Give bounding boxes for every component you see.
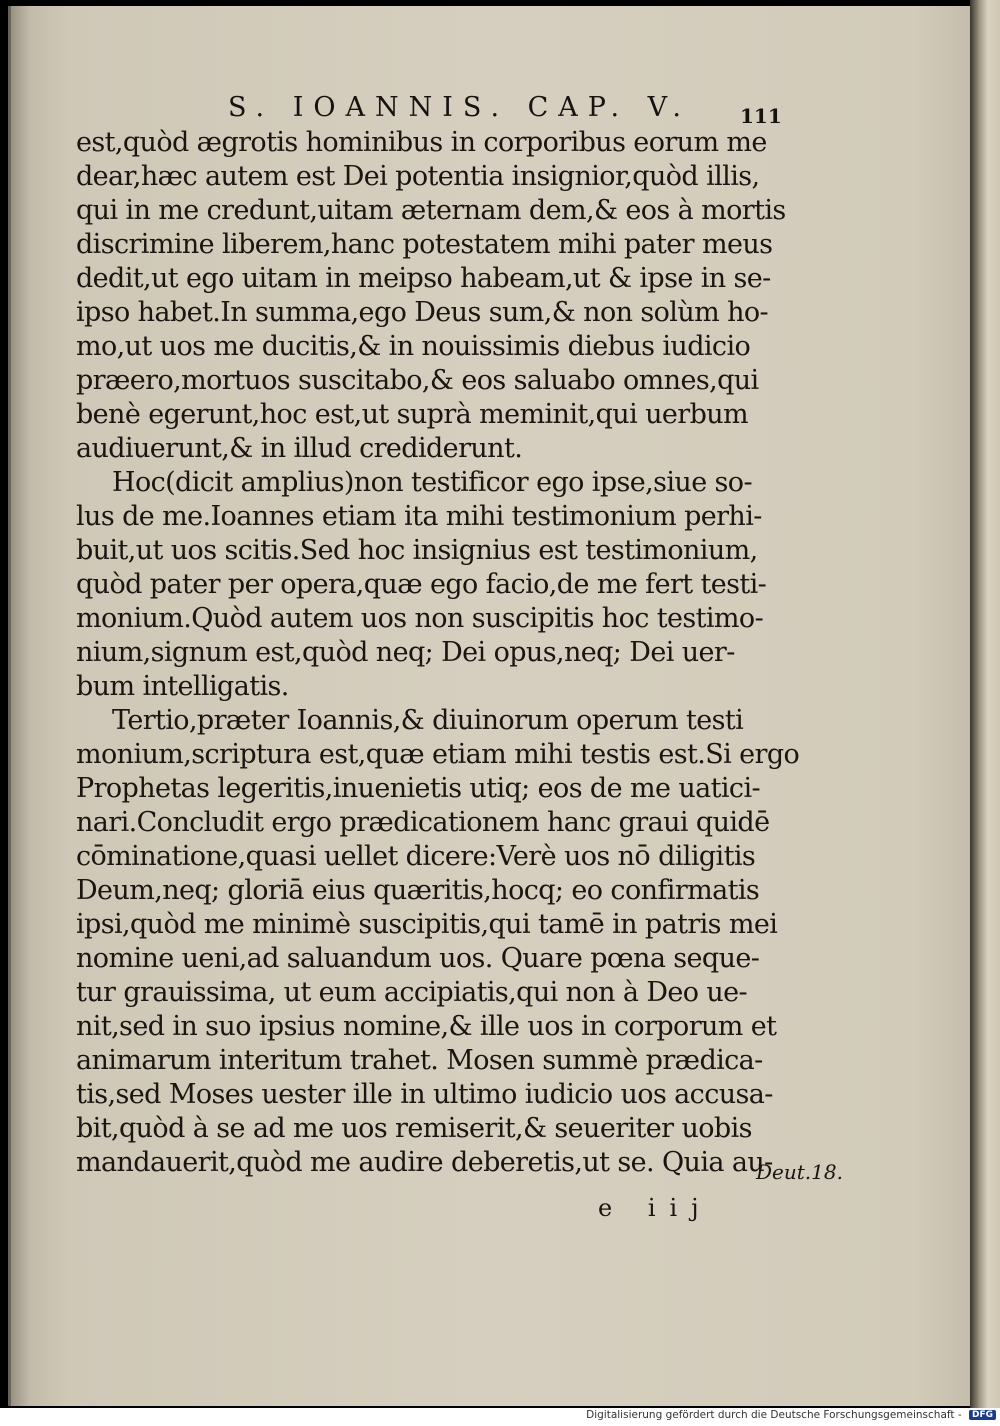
- footer-credit: Digitalisierung gefördert durch die Deutsche Forschungsgemeinschaft -: [586, 1409, 962, 1421]
- margin-reference: Deut.18.: [756, 1160, 843, 1184]
- text-line: tur grauissima, ut eum accipiatis,qui non à Deo ue-: [76, 977, 748, 1008]
- text-line: lus de me.Ioannes etiam ita mihi testimonium perhi-: [76, 501, 762, 532]
- text-line: Hoc(dicit amplius)non testificor ego ipse,siue so-: [112, 467, 752, 498]
- text-line: nomine ueni,ad saluandum uos. Quare pœna seque-: [76, 943, 760, 974]
- text-line: præero,mortuos suscitabo,& eos saluabo omnes,qui: [76, 365, 759, 396]
- text-line: audiuerunt,& in illud crediderunt.: [76, 433, 523, 464]
- text-line: cōminatione,quasi uellet dicere:Verè uos nō diligitis: [76, 841, 756, 872]
- signature-mark: e iij: [598, 1194, 713, 1222]
- text-line: Tertio,præter Ioannis,& diuinorum operum testi: [112, 705, 744, 736]
- folio-number: 111: [740, 104, 782, 128]
- text-line: est,quòd ægrotis hominibus in corporibus eorum me: [76, 127, 767, 158]
- text-line: mo,ut uos me ducitis,& in nouissimis diebus iudicio: [76, 331, 751, 362]
- text-line: dedit,ut ego uitam in meipso habeam,ut & ipse in se-: [76, 263, 771, 294]
- text-line: ipso habet.In summa,ego Deus sum,& non solùm ho-: [76, 297, 769, 328]
- text-line: monium.Quòd autem uos non suscipitis hoc testimo-: [76, 603, 764, 634]
- text-line: nit,sed in suo ipsius nomine,& ille uos in corporum et: [76, 1011, 777, 1042]
- text-line: mandauerit,quòd me audire deberetis,ut se. Quia au-: [76, 1147, 773, 1178]
- page-edge: [970, 0, 1000, 1410]
- text-line: nium,signum est,quòd neq; Dei opus,neq; Dei uer-: [76, 637, 735, 668]
- text-line: tis,sed Moses uester ille in ultimo iudicio uos accusa-: [76, 1079, 773, 1110]
- text-line: Deum,neq; gloriā eius quæritis,hocq; eo confirmatis: [76, 875, 760, 906]
- text-line: ipsi,quòd me minimè suscipitis,qui tamē in patris mei: [76, 909, 778, 940]
- text-line: qui in me credunt,uitam æternam dem,& eos à mortis: [76, 195, 786, 226]
- text-line: benè egerunt,hoc est,ut suprà meminit,qui uerbum: [76, 399, 749, 430]
- text-line: bum intelligatis.: [76, 671, 289, 702]
- dfg-logo: DFG: [969, 1410, 996, 1420]
- text-line: discrimine liberem,hanc potestatem mihi pater meus: [76, 229, 773, 260]
- text-line: animarum interitum trahet. Mosen summè prædica-: [76, 1045, 763, 1076]
- running-head: S. IOANNIS. CAP. V.: [228, 92, 691, 123]
- text-line: quòd pater per opera,quæ ego facio,de me fert testi-: [76, 569, 767, 600]
- text-line: nari.Concludit ergo prædicationem hanc graui quidē: [76, 807, 770, 838]
- binding-shadow: [8, 6, 30, 1406]
- footer-credit-area: [586, 1409, 996, 1421]
- text-line: buit,ut uos scitis.Sed hoc insignius est testimonium,: [76, 535, 758, 566]
- text-line: monium,scriptura est,quæ etiam mihi testis est.Si ergo: [76, 739, 800, 770]
- text-line: dear,hæc autem est Dei potentia insignior,quòd illis,: [76, 161, 760, 192]
- text-line: Prophetas legeritis,inuenietis utiq; eos de me uatici-: [76, 773, 760, 804]
- text-line: bit,quòd à se ad me uos remiserit,& seueriter uobis: [76, 1113, 752, 1144]
